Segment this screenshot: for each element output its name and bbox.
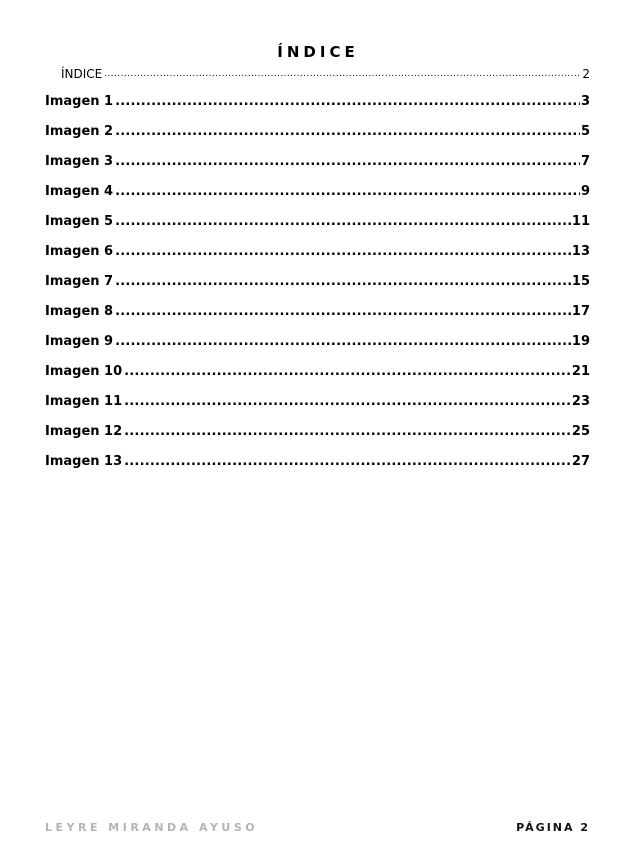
toc-entry-label: Imagen 4 <box>45 184 114 199</box>
toc-entry-label: Imagen 12 <box>45 424 123 439</box>
toc-entry-label: Imagen 7 <box>45 274 114 289</box>
toc-entry-imagen-6[interactable] <box>45 242 590 262</box>
toc-dot-leader <box>115 272 571 292</box>
toc-entry-label: Imagen 6 <box>45 244 114 259</box>
toc-entry-imagen-7[interactable] <box>45 272 590 292</box>
toc-dot-leader <box>124 392 571 412</box>
toc-entry-page: 21 <box>571 364 590 379</box>
toc-entry-label: Imagen 10 <box>45 364 123 379</box>
toc-entry-indice[interactable] <box>61 66 590 83</box>
toc-entry-imagen-2[interactable] <box>45 122 590 142</box>
toc-entry-page: 11 <box>571 214 590 229</box>
toc-dot-leader <box>124 362 571 382</box>
toc-entry-label: Imagen 2 <box>45 124 114 139</box>
toc-entry-label: Imagen 13 <box>45 454 123 469</box>
toc-entry-imagen-10[interactable] <box>45 362 590 382</box>
toc-dot-leader <box>124 422 571 442</box>
toc-entry-page: 17 <box>571 304 590 319</box>
toc-entry-page: 27 <box>571 454 590 469</box>
toc-entry-imagen-11[interactable] <box>45 392 590 412</box>
toc-entry-imagen-4[interactable] <box>45 182 590 202</box>
toc-dot-leader <box>115 242 571 262</box>
toc-entry-page: 3 <box>580 94 590 109</box>
toc-entry-label: Imagen 9 <box>45 334 114 349</box>
toc-entry-page: 13 <box>571 244 590 259</box>
toc-entry-imagen-5[interactable] <box>45 212 590 232</box>
toc-entry-imagen-3[interactable] <box>45 152 590 172</box>
toc-dot-leader <box>115 332 571 352</box>
page-footer <box>45 818 590 836</box>
toc-entry-label: Imagen 1 <box>45 94 114 109</box>
toc-entry-label: Imagen 3 <box>45 154 114 169</box>
toc-title: ÍNDICE <box>277 43 359 61</box>
toc-dot-leader <box>115 212 571 232</box>
footer-author: LEYRE MIRANDA AYUSO <box>45 820 259 834</box>
toc-entry-page: 23 <box>571 394 590 409</box>
toc-dot-leader <box>124 452 571 472</box>
toc-dot-leader <box>104 66 581 83</box>
toc-dot-leader <box>115 302 571 322</box>
toc-entry-label: Imagen 11 <box>45 394 123 409</box>
toc-entry-imagen-8[interactable] <box>45 302 590 322</box>
toc-entry-page: 2 <box>582 67 590 81</box>
toc-entry-imagen-1[interactable] <box>45 92 590 112</box>
toc-dot-leader <box>115 152 580 172</box>
table-of-contents <box>45 66 590 482</box>
toc-entry-page: 19 <box>571 334 590 349</box>
toc-entry-label: Imagen 5 <box>45 214 114 229</box>
footer-page-number: PÁGINA 2 <box>516 820 590 834</box>
toc-dot-leader <box>115 122 580 142</box>
toc-entry-page: 15 <box>571 274 590 289</box>
toc-entry-page: 7 <box>580 154 590 169</box>
toc-entry-imagen-9[interactable] <box>45 332 590 352</box>
toc-dot-leader <box>115 92 580 112</box>
toc-entry-imagen-13[interactable] <box>45 452 590 472</box>
toc-entry-imagen-12[interactable] <box>45 422 590 442</box>
toc-entry-page: 25 <box>571 424 590 439</box>
toc-entry-page: 9 <box>580 184 590 199</box>
toc-entry-page: 5 <box>580 124 590 139</box>
toc-entry-label: Imagen 8 <box>45 304 114 319</box>
toc-entry-label: ÍNDICE <box>61 67 103 81</box>
toc-dot-leader <box>115 182 580 202</box>
